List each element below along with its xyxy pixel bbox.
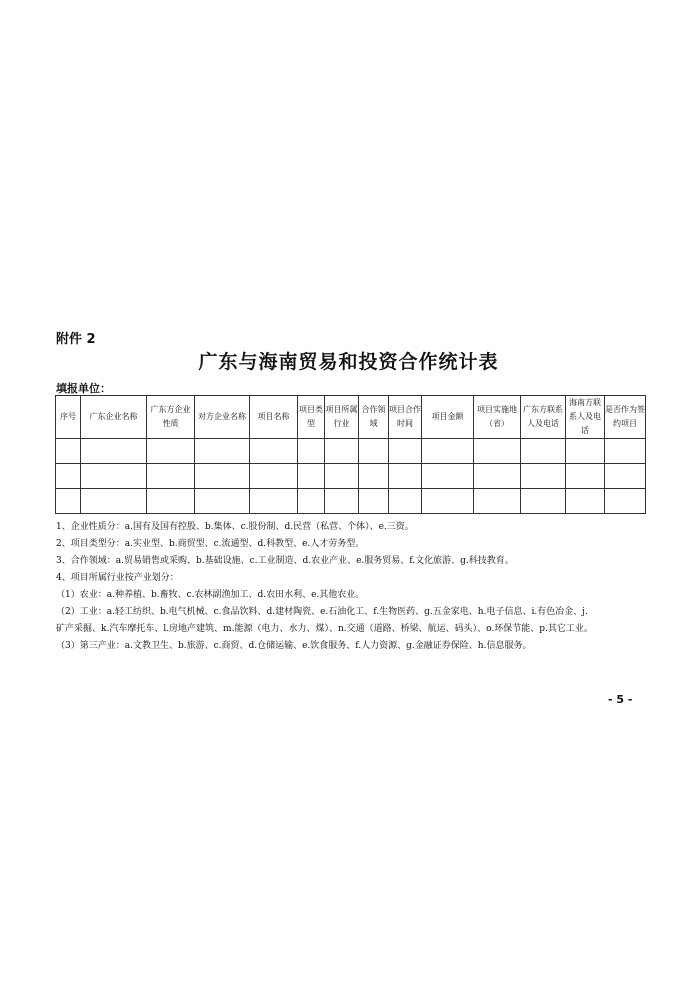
table-cell [474,489,521,514]
table-cell [422,489,474,514]
table-cell [389,439,422,464]
table-cell [195,489,250,514]
table-cell [566,439,605,464]
column-header: 项目合作时间 [389,396,422,439]
attachment-label: 附件 2 [56,332,96,347]
table-cell [605,489,646,514]
table-cell [298,439,325,464]
table-cell [422,464,474,489]
table-cell [81,439,147,464]
page-title: 广东与海南贸易和投资合作统计表 [198,351,499,373]
table-cell [81,464,147,489]
table-cell [474,464,521,489]
table-cell [605,439,646,464]
table-cell [389,489,422,514]
column-header: 项目所属行业 [325,396,359,439]
page-number: - 5 - [608,693,633,706]
column-header: 广东方联系人及电话 [521,396,566,439]
column-header: 广东方企业性质 [147,396,195,439]
table-cell [474,439,521,464]
table-cell [195,439,250,464]
fill-unit-label: 填报单位： [56,382,111,395]
table-cell [298,464,325,489]
table-cell [250,489,298,514]
table-cell [566,464,605,489]
column-header: 序号 [56,396,81,439]
table-cell [250,439,298,464]
table-cell [56,489,81,514]
notes-section [56,519,646,655]
column-header: 项目名称 [250,396,298,439]
table-cell [566,489,605,514]
note-line: 1、企业性质分：a.国有及国有控股、b.集体、c.股份制、d.民营（私营、个体）、e.三资。 [56,522,414,532]
table-cell [359,439,389,464]
note-line: 矿产采掘、k.汽车摩托车、l.房地产建筑、m.能源（电力、水力、煤）、n.交通（道路、桥梁、航运、码头）、o.环保节能、p.其它工业。 [56,624,593,634]
column-header: 是否作为签约项目 [605,396,646,439]
column-header: 项目实施地（省） [474,396,521,439]
table-cell [325,439,359,464]
table-cell [359,489,389,514]
note-line: 4、项目所属行业按产业划分： [56,573,179,583]
table-cell [389,464,422,489]
table-cell [359,464,389,489]
column-header: 广东企业名称 [81,396,147,439]
table-row [56,439,646,464]
note-line: 2、项目类型分：a.实业型、b.商贸型、c.流通型、d.科教型、e.人才劳务型。 [56,539,365,549]
table-row [56,489,646,514]
table-cell [325,464,359,489]
table-cell [521,489,566,514]
table-header-row [56,396,646,439]
column-header: 合作领域 [359,396,389,439]
note-line: （1）农业：a.种养植、b.畜牧、c.农林副渔加工、d.农田水利、e.其他农业。 [56,590,365,600]
table-row [56,464,646,489]
note-line: （2）工业：a.轻工纺织、b.电气机械、c.食品饮料、d.建材陶瓷、e.石油化工、f.生物医药、g.五金家电、h.电子信息、i.有色冶金、j. [56,607,588,617]
column-header: 海南方联系人及电话 [566,396,605,439]
column-header: 项目类型 [298,396,325,439]
table-cell [56,464,81,489]
table-cell [195,464,250,489]
table-cell [298,489,325,514]
statistics-table [55,395,646,514]
column-header: 对方企业名称 [195,396,250,439]
note-line: 3、合作领域：a.贸易销售或采购、b.基础设施、c.工业制造、d.农业产业、e.服务贸易、f.文化旅游、g.科技教育。 [56,556,514,566]
note-line: （3）第三产业：a.文教卫生、b.旅游、c.商贸、d.仓储运输、e.饮食服务、f.人力资源、g.金融证券保险、h.信息服务。 [56,641,532,651]
table-cell [605,464,646,489]
table-cell [250,464,298,489]
table-cell [147,489,195,514]
table-cell [521,464,566,489]
table-cell [521,439,566,464]
table-cell [81,489,147,514]
table-cell [147,464,195,489]
table-cell [56,439,81,464]
table-cell [325,489,359,514]
table-cell [422,439,474,464]
table-cell [147,439,195,464]
column-header: 项目金额 [422,396,474,439]
